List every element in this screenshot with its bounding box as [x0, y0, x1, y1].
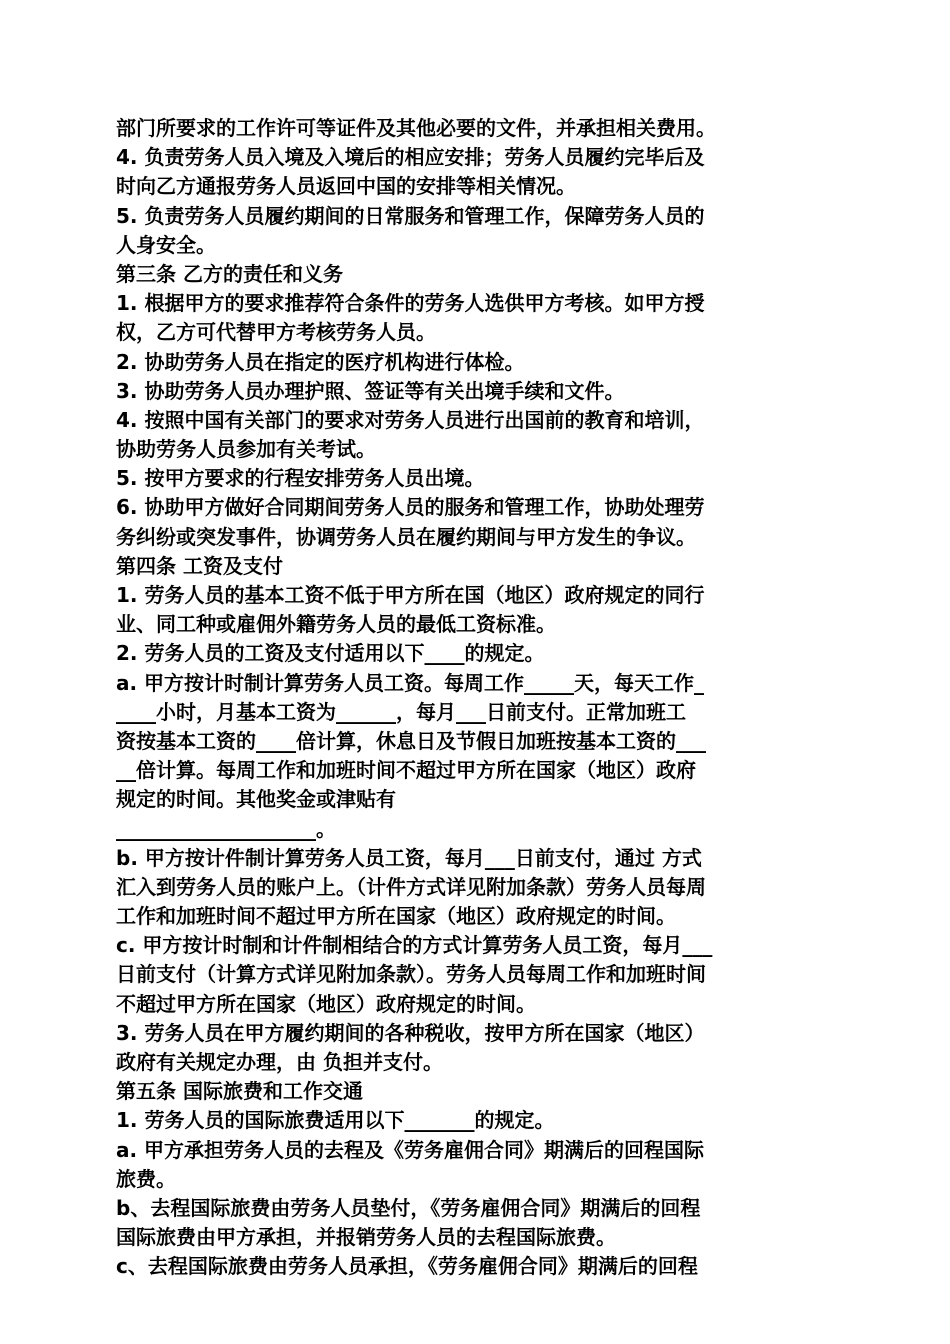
- document-line: 资按基本工资的____倍计算，休息日及节假日加班按基本工资的___: [116, 728, 706, 753]
- document-line: 5. 按甲方要求的行程安排劳务人员出境。: [116, 466, 485, 491]
- document-line: 2. 劳务人员的工资及支付适用以下____的规定。: [116, 641, 545, 666]
- document-line: __倍计算。每周工作和加班时间不超过甲方所在国家（地区）政府: [116, 758, 696, 783]
- document-line: 旅费。: [116, 1166, 176, 1191]
- document-line: 政府有关规定办理，由 负担并支付。: [116, 1050, 443, 1074]
- document-line: 工作和加班时间不超过甲方所在国家（地区）政府规定的时间。: [116, 904, 676, 929]
- document-line: 4. 按照中国有关部门的要求对劳务人员进行出国前的教育和培训，: [116, 407, 705, 432]
- document-line: ____小时，月基本工资为______，每月___日前支付。正常加班工: [116, 699, 686, 724]
- document-line: 规定的时间。其他奖金或津贴有: [116, 787, 396, 812]
- document-line: 1. 劳务人员的基本工资不低于甲方所在国（地区）政府规定的同行: [116, 583, 705, 607]
- document-line: 3. 劳务人员在甲方履约期间的各种税收，按甲方所在国家（地区）: [116, 1020, 705, 1045]
- document-line: 务纠纷或突发事件，协调劳务人员在履约期间与甲方发生的争议。: [116, 524, 696, 549]
- document-line: c、去程国际旅费由劳务人员承担，《劳务雇佣合同》期满后的回程: [116, 1254, 698, 1279]
- document-line: 协助劳务人员参加有关考试。: [116, 437, 376, 462]
- document-line: 国际旅费由甲方承担，并报销劳务人员的去程国际旅费。: [116, 1225, 616, 1250]
- document-line: a. 甲方按计时制计算劳务人员工资。每周工作_____天，每天工作_: [116, 670, 705, 695]
- document-line: 汇入到劳务人员的账户上。（计件方式详见附加条款）劳务人员每周: [116, 874, 706, 899]
- document-line: 人身安全。: [116, 232, 216, 257]
- document-line: 4. 负责劳务人员入境及入境后的相应安排；劳务人员履约完毕后及: [116, 145, 705, 170]
- document-line: 部门所要求的工作许可等证件及其他必要的文件，并承担相关费用。: [116, 116, 716, 140]
- document-line: 2. 协助劳务人员在指定的医疗机构进行体检。: [116, 349, 525, 374]
- document-line: 权，乙方可代替甲方考核劳务人员。: [116, 320, 436, 345]
- document-line: 第四条 工资及支付: [116, 553, 283, 578]
- document-line: 第五条 国际旅费和工作交通: [116, 1079, 363, 1104]
- document-line: 1. 根据甲方的要求推荐符合条件的劳务人选供甲方考核。如甲方授: [116, 291, 705, 316]
- document-line: b、去程国际旅费由劳务人员垫付，《劳务雇佣合同》期满后的回程: [116, 1195, 701, 1220]
- document-line: 5. 负责劳务人员履约期间的日常服务和管理工作，保障劳务人员的: [116, 203, 705, 228]
- document-line: b. 甲方按计件制计算劳务人员工资，每月___日前支付，通过 方式: [116, 845, 702, 870]
- document-page: [116, 114, 838, 1282]
- document-line: ____________________。: [116, 816, 336, 841]
- document-line: 时向乙方通报劳务人员返回中国的安排等相关情况。: [116, 174, 576, 199]
- document-line: 1. 劳务人员的国际旅费适用以下_______的规定。: [116, 1108, 555, 1133]
- document-line: 不超过甲方所在国家（地区）政府规定的时间。: [116, 991, 536, 1016]
- document-line: 日前支付（计算方式详见附加条款）。劳务人员每周工作和加班时间: [116, 962, 706, 987]
- document-line: c. 甲方按计时制和计件制相结合的方式计算劳务人员工资，每月___: [116, 933, 713, 958]
- document-line: 业、同工种或雇佣外籍劳务人员的最低工资标准。: [116, 612, 556, 637]
- document-line: a. 甲方承担劳务人员的去程及《劳务雇佣合同》期满后的回程国际: [116, 1137, 705, 1162]
- document-line: 3. 协助劳务人员办理护照、签证等有关出境手续和文件。: [116, 378, 625, 403]
- document-line: 第三条 乙方的责任和义务: [116, 261, 343, 286]
- document-line: 6. 协助甲方做好合同期间劳务人员的服务和管理工作，协助处理劳: [116, 495, 705, 520]
